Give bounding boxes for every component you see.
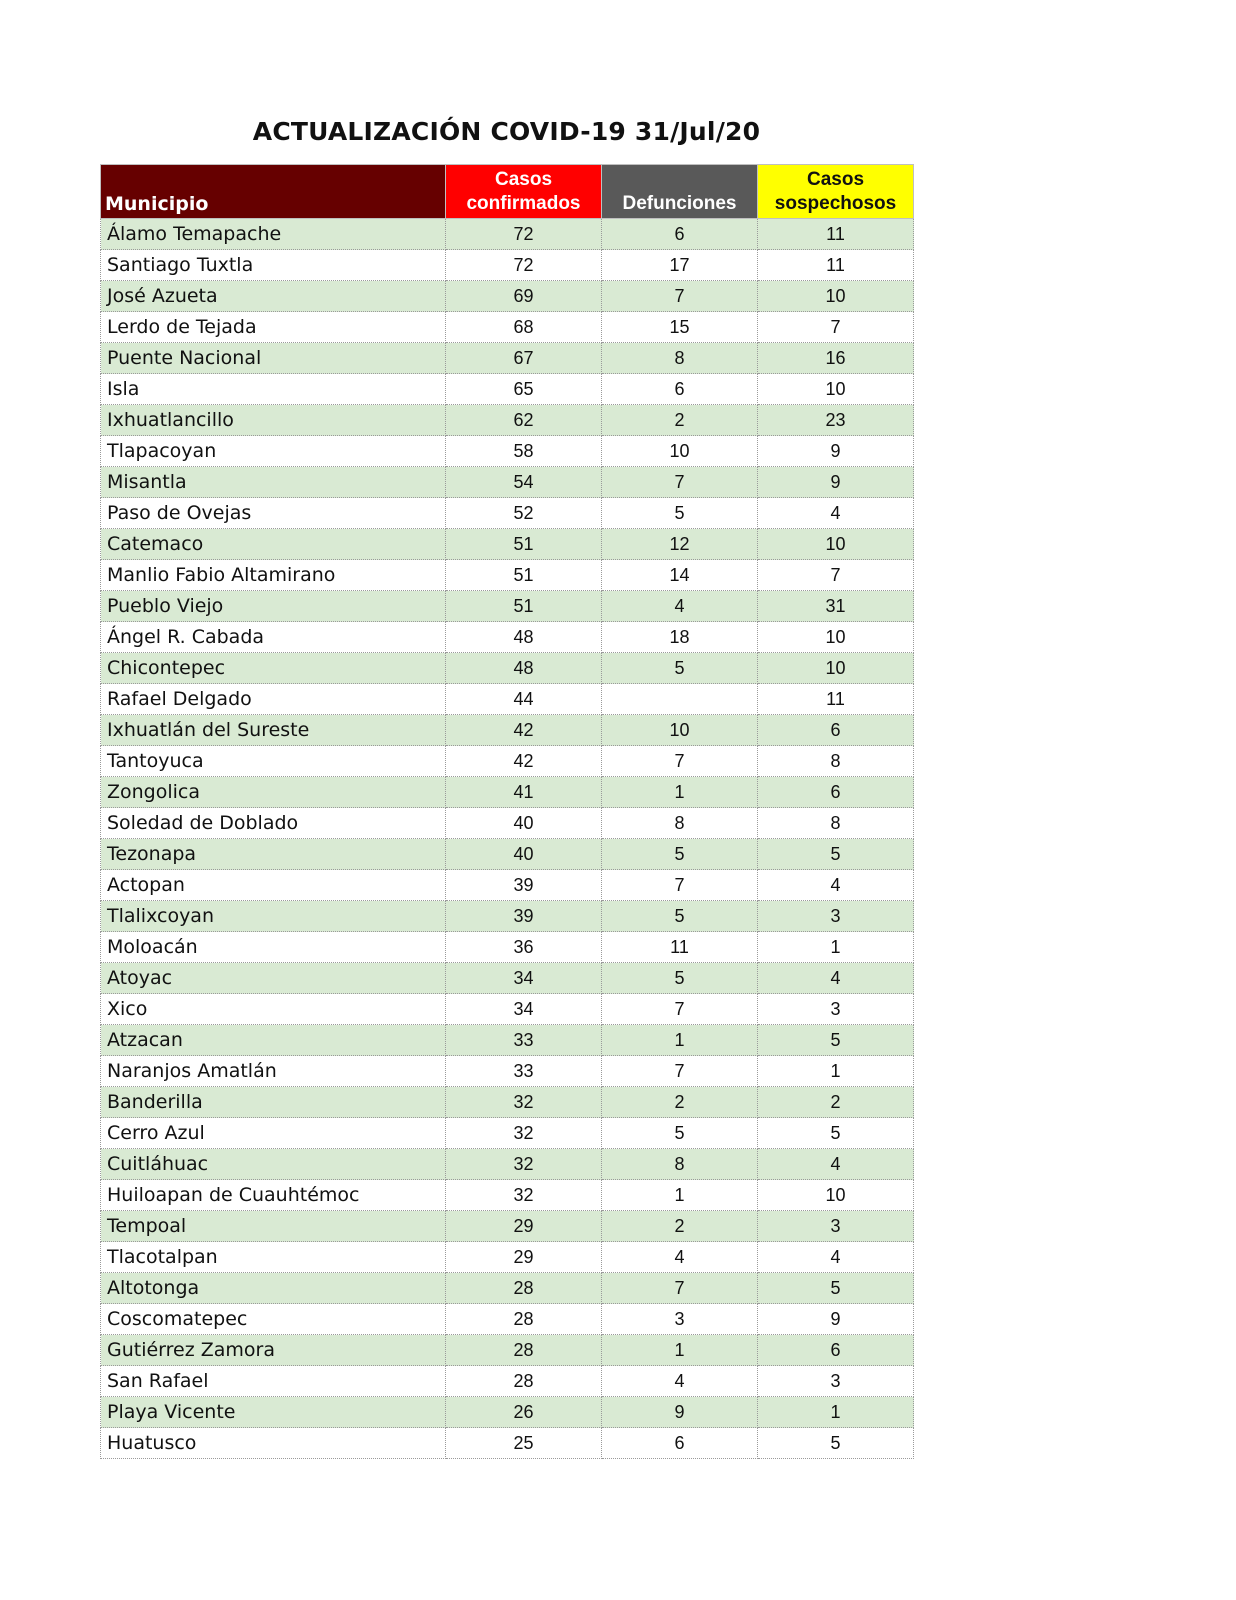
cell-municipio: Isla — [101, 374, 446, 405]
cell-defunciones: 1 — [602, 1180, 758, 1211]
table-row — [101, 715, 914, 746]
cell-municipio: Huiloapan de Cuauhtémoc — [101, 1180, 446, 1211]
cell-defunciones: 12 — [602, 529, 758, 560]
cell-defunciones: 1 — [602, 1335, 758, 1366]
table-row — [101, 870, 914, 901]
cell-defunciones: 5 — [602, 1118, 758, 1149]
cell-casos-confirmados: 32 — [446, 1180, 602, 1211]
cell-casos-sospechosos: 8 — [758, 746, 914, 777]
table-row — [101, 436, 914, 467]
table-row — [101, 1335, 914, 1366]
cell-casos-sospechosos: 3 — [758, 1366, 914, 1397]
cell-casos-confirmados: 51 — [446, 529, 602, 560]
cell-casos-sospechosos: 10 — [758, 281, 914, 312]
cell-defunciones: 6 — [602, 374, 758, 405]
cell-casos-confirmados: 39 — [446, 901, 602, 932]
cell-casos-sospechosos: 5 — [758, 1118, 914, 1149]
cell-casos-confirmados: 28 — [446, 1335, 602, 1366]
cell-municipio: Paso de Ovejas — [101, 498, 446, 529]
cell-casos-confirmados: 58 — [446, 436, 602, 467]
table-body — [101, 219, 914, 1459]
cell-casos-confirmados: 26 — [446, 1397, 602, 1428]
cell-municipio: San Rafael — [101, 1366, 446, 1397]
cell-defunciones: 3 — [602, 1304, 758, 1335]
cell-defunciones: 4 — [602, 1366, 758, 1397]
cell-defunciones: 8 — [602, 1149, 758, 1180]
cell-municipio: Naranjos Amatlán — [101, 1056, 446, 1087]
table-row — [101, 1087, 914, 1118]
table-row — [101, 777, 914, 808]
cell-defunciones: 1 — [602, 1025, 758, 1056]
cell-municipio: Tantoyuca — [101, 746, 446, 777]
cell-casos-confirmados: 33 — [446, 1056, 602, 1087]
cell-casos-sospechosos: 5 — [758, 1025, 914, 1056]
cell-casos-confirmados: 36 — [446, 932, 602, 963]
cell-defunciones — [602, 684, 758, 715]
table-row — [101, 312, 914, 343]
cell-casos-confirmados: 32 — [446, 1149, 602, 1180]
cell-casos-sospechosos: 4 — [758, 963, 914, 994]
cell-casos-sospechosos: 7 — [758, 312, 914, 343]
cell-defunciones: 18 — [602, 622, 758, 653]
cell-municipio: Santiago Tuxtla — [101, 250, 446, 281]
cell-defunciones: 7 — [602, 467, 758, 498]
page-title: ACTUALIZACIÓN COVID-19 31/Jul/20 — [252, 117, 761, 146]
cell-casos-confirmados: 28 — [446, 1304, 602, 1335]
cell-casos-confirmados: 29 — [446, 1211, 602, 1242]
table-row — [101, 591, 914, 622]
cell-defunciones: 14 — [602, 560, 758, 591]
cell-defunciones: 11 — [602, 932, 758, 963]
table-row — [101, 901, 914, 932]
cell-municipio: José Azueta — [101, 281, 446, 312]
cell-municipio: Xico — [101, 994, 446, 1025]
cell-municipio: Altotonga — [101, 1273, 446, 1304]
cell-casos-sospechosos: 3 — [758, 901, 914, 932]
cell-municipio: Cuitláhuac — [101, 1149, 446, 1180]
cell-casos-sospechosos: 4 — [758, 1149, 914, 1180]
table-row — [101, 653, 914, 684]
cell-casos-sospechosos: 11 — [758, 684, 914, 715]
cell-casos-confirmados: 34 — [446, 994, 602, 1025]
cell-casos-confirmados: 51 — [446, 560, 602, 591]
cell-casos-confirmados: 48 — [446, 653, 602, 684]
cell-casos-confirmados: 41 — [446, 777, 602, 808]
cell-defunciones: 5 — [602, 653, 758, 684]
cell-casos-sospechosos: 6 — [758, 777, 914, 808]
table-row — [101, 529, 914, 560]
cell-casos-confirmados: 52 — [446, 498, 602, 529]
cell-casos-sospechosos: 10 — [758, 1180, 914, 1211]
header-casos-confirmados: Casos confirmados — [446, 165, 602, 219]
cell-casos-confirmados: 48 — [446, 622, 602, 653]
cell-casos-sospechosos: 6 — [758, 1335, 914, 1366]
cell-casos-confirmados: 32 — [446, 1118, 602, 1149]
cell-defunciones: 10 — [602, 715, 758, 746]
header-casos-sospechosos: Casos sospechosos — [758, 165, 914, 219]
cell-casos-sospechosos: 11 — [758, 219, 914, 250]
cell-defunciones: 7 — [602, 1056, 758, 1087]
cell-casos-sospechosos: 4 — [758, 1242, 914, 1273]
cell-casos-sospechosos: 10 — [758, 529, 914, 560]
cell-defunciones: 6 — [602, 219, 758, 250]
cell-defunciones: 7 — [602, 870, 758, 901]
cell-casos-confirmados: 25 — [446, 1428, 602, 1459]
cell-municipio: Moloacán — [101, 932, 446, 963]
table-row — [101, 932, 914, 963]
table-row — [101, 343, 914, 374]
cell-defunciones: 5 — [602, 901, 758, 932]
cell-municipio: Catemaco — [101, 529, 446, 560]
cell-casos-confirmados: 29 — [446, 1242, 602, 1273]
cell-defunciones: 6 — [602, 1428, 758, 1459]
header-municipio: Municipio — [101, 165, 446, 219]
cell-defunciones: 2 — [602, 1087, 758, 1118]
cell-municipio: Misantla — [101, 467, 446, 498]
table-row — [101, 1397, 914, 1428]
table-row — [101, 250, 914, 281]
cell-casos-confirmados: 68 — [446, 312, 602, 343]
covid-table — [100, 164, 914, 1459]
cell-casos-confirmados: 28 — [446, 1366, 602, 1397]
cell-defunciones: 4 — [602, 1242, 758, 1273]
cell-casos-sospechosos: 9 — [758, 467, 914, 498]
cell-casos-confirmados: 65 — [446, 374, 602, 405]
cell-casos-sospechosos: 8 — [758, 808, 914, 839]
cell-defunciones: 5 — [602, 963, 758, 994]
cell-defunciones: 10 — [602, 436, 758, 467]
cell-casos-sospechosos: 3 — [758, 994, 914, 1025]
cell-municipio: Tlalixcoyan — [101, 901, 446, 932]
table-header-row — [101, 165, 914, 219]
cell-casos-sospechosos: 10 — [758, 653, 914, 684]
table-row — [101, 1273, 914, 1304]
cell-casos-sospechosos: 3 — [758, 1211, 914, 1242]
cell-municipio: Cerro Azul — [101, 1118, 446, 1149]
table-row — [101, 498, 914, 529]
cell-defunciones: 7 — [602, 746, 758, 777]
table-row — [101, 1025, 914, 1056]
cell-municipio: Manlio Fabio Altamirano — [101, 560, 446, 591]
cell-municipio: Ixhuatlancillo — [101, 405, 446, 436]
table-row — [101, 1428, 914, 1459]
cell-municipio: Ixhuatlán del Sureste — [101, 715, 446, 746]
cell-municipio: Tlapacoyan — [101, 436, 446, 467]
cell-casos-sospechosos: 1 — [758, 1397, 914, 1428]
table-row — [101, 1056, 914, 1087]
cell-defunciones: 5 — [602, 498, 758, 529]
cell-casos-confirmados: 28 — [446, 1273, 602, 1304]
cell-casos-confirmados: 72 — [446, 219, 602, 250]
cell-casos-confirmados: 39 — [446, 870, 602, 901]
cell-municipio: Lerdo de Tejada — [101, 312, 446, 343]
cell-casos-confirmados: 62 — [446, 405, 602, 436]
cell-municipio: Banderilla — [101, 1087, 446, 1118]
table-row — [101, 839, 914, 870]
cell-defunciones: 2 — [602, 405, 758, 436]
header-defunciones: Defunciones — [602, 165, 758, 219]
cell-casos-confirmados: 32 — [446, 1087, 602, 1118]
cell-casos-confirmados: 44 — [446, 684, 602, 715]
cell-casos-sospechosos: 9 — [758, 1304, 914, 1335]
table-row — [101, 1366, 914, 1397]
cell-casos-sospechosos: 7 — [758, 560, 914, 591]
cell-defunciones: 2 — [602, 1211, 758, 1242]
cell-defunciones: 17 — [602, 250, 758, 281]
cell-municipio: Zongolica — [101, 777, 446, 808]
table-row — [101, 1118, 914, 1149]
cell-defunciones: 4 — [602, 591, 758, 622]
cell-casos-confirmados: 42 — [446, 746, 602, 777]
cell-municipio: Ángel R. Cabada — [101, 622, 446, 653]
cell-casos-sospechosos: 4 — [758, 870, 914, 901]
cell-casos-sospechosos: 5 — [758, 839, 914, 870]
table-row — [101, 1304, 914, 1335]
cell-casos-confirmados: 33 — [446, 1025, 602, 1056]
cell-casos-confirmados: 69 — [446, 281, 602, 312]
cell-municipio: Tempoal — [101, 1211, 446, 1242]
table-row — [101, 994, 914, 1025]
cell-municipio: Tlacotalpan — [101, 1242, 446, 1273]
table-row — [101, 963, 914, 994]
cell-casos-sospechosos: 23 — [758, 405, 914, 436]
table-row — [101, 374, 914, 405]
cell-municipio: Actopan — [101, 870, 446, 901]
cell-casos-sospechosos: 16 — [758, 343, 914, 374]
cell-municipio: Chicontepec — [101, 653, 446, 684]
cell-municipio: Atoyac — [101, 963, 446, 994]
cell-municipio: Tezonapa — [101, 839, 446, 870]
cell-defunciones: 7 — [602, 994, 758, 1025]
table-row — [101, 1180, 914, 1211]
table-row — [101, 684, 914, 715]
cell-casos-confirmados: 40 — [446, 839, 602, 870]
cell-defunciones: 8 — [602, 343, 758, 374]
table-row — [101, 281, 914, 312]
table-row — [101, 1211, 914, 1242]
cell-casos-sospechosos: 5 — [758, 1273, 914, 1304]
cell-municipio: Gutiérrez Zamora — [101, 1335, 446, 1366]
table-row — [101, 467, 914, 498]
cell-casos-sospechosos: 10 — [758, 374, 914, 405]
cell-casos-confirmados: 54 — [446, 467, 602, 498]
table-row — [101, 808, 914, 839]
cell-defunciones: 8 — [602, 808, 758, 839]
cell-casos-sospechosos: 10 — [758, 622, 914, 653]
cell-municipio: Soledad de Doblado — [101, 808, 446, 839]
cell-casos-sospechosos: 4 — [758, 498, 914, 529]
table-row — [101, 405, 914, 436]
cell-casos-confirmados: 42 — [446, 715, 602, 746]
cell-casos-confirmados: 34 — [446, 963, 602, 994]
table-row — [101, 560, 914, 591]
table-row — [101, 746, 914, 777]
cell-municipio: Playa Vicente — [101, 1397, 446, 1428]
cell-casos-sospechosos: 2 — [758, 1087, 914, 1118]
cell-municipio: Puente Nacional — [101, 343, 446, 374]
cell-casos-sospechosos: 9 — [758, 436, 914, 467]
cell-casos-sospechosos: 11 — [758, 250, 914, 281]
cell-casos-sospechosos: 1 — [758, 1056, 914, 1087]
cell-casos-sospechosos: 5 — [758, 1428, 914, 1459]
cell-casos-sospechosos: 31 — [758, 591, 914, 622]
cell-municipio: Huatusco — [101, 1428, 446, 1459]
cell-casos-confirmados: 40 — [446, 808, 602, 839]
cell-defunciones: 7 — [602, 281, 758, 312]
cell-defunciones: 15 — [602, 312, 758, 343]
cell-municipio: Álamo Temapache — [101, 219, 446, 250]
cell-defunciones: 5 — [602, 839, 758, 870]
cell-municipio: Pueblo Viejo — [101, 591, 446, 622]
table-row — [101, 219, 914, 250]
table-row — [101, 1149, 914, 1180]
cell-defunciones: 7 — [602, 1273, 758, 1304]
cell-municipio: Coscomatepec — [101, 1304, 446, 1335]
cell-defunciones: 9 — [602, 1397, 758, 1428]
cell-casos-confirmados: 67 — [446, 343, 602, 374]
cell-municipio: Rafael Delgado — [101, 684, 446, 715]
cell-casos-confirmados: 72 — [446, 250, 602, 281]
table-row — [101, 622, 914, 653]
cell-casos-sospechosos: 1 — [758, 932, 914, 963]
table-row — [101, 1242, 914, 1273]
cell-defunciones: 1 — [602, 777, 758, 808]
cell-casos-confirmados: 51 — [446, 591, 602, 622]
cell-municipio: Atzacan — [101, 1025, 446, 1056]
cell-casos-sospechosos: 6 — [758, 715, 914, 746]
